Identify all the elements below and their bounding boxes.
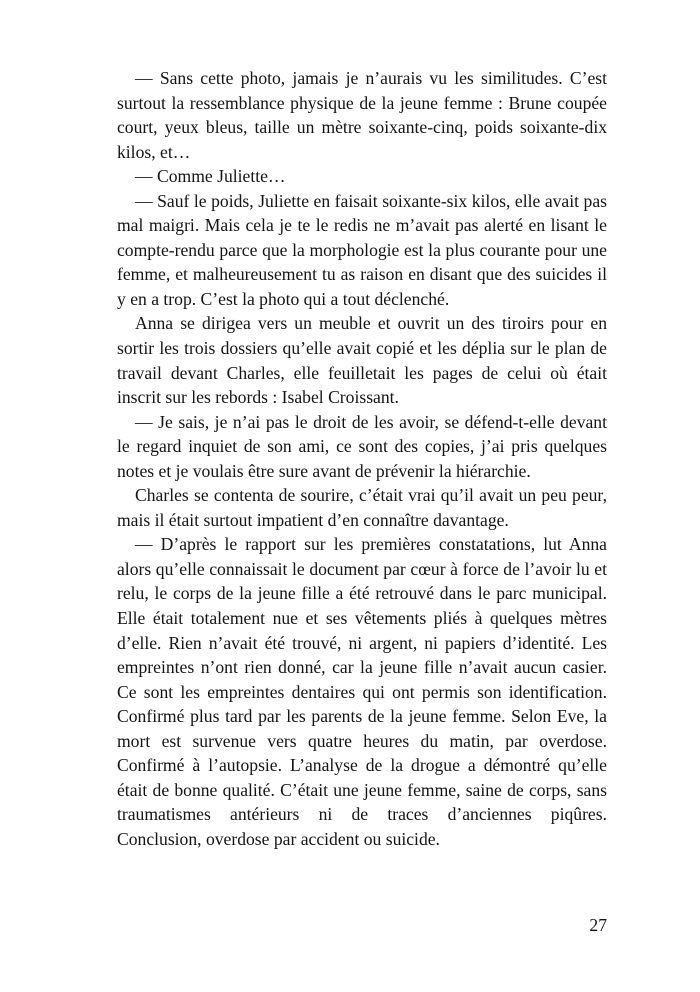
paragraph-7: — D’après le rapport sur les premières constatations, lut Anna alors qu’elle connaissait le document par cœur à force de l’avoir lu et relu, le corps de la jeune fille a été retrouvé dans le parc municipal. Elle était totalement nue et ses vêtements pliés à quelques mètres d’elle. Rien n’avait été trouvé, ni argent, ni papiers d’identité. Les empreintes n’ont rien donné, car la jeune fille n’avait aucun casier. Ce sont les empreintes dentaires qui ont permis son identification. Confirmé plus tard par les parents de la jeune femme. Selon Eve, la mort est survenue vers quatre heures du matin, par overdose. Confirmé à l’autopsie. L’analyse de la drogue a démontré qu’elle était de bonne qualité. C’était une jeune femme, saine de corps, sans traumatismes antérieurs ni de traces d’anciennes piqûres. Conclusion, overdose par accident ou suicide. <box>117 534 607 849</box>
paragraph-5: — Je sais, je n’ai pas le droit de les avoir, se défend-t-elle devant le regard inquiet de son ami, ce sont des copies, j’ai pris quelques notes et je voulais être sure avant de prévenir la hiérarchie. <box>117 411 607 481</box>
page-number: 27 <box>589 915 607 935</box>
paragraph-6: Charles se contenta de sourire, c’était vrai qu’il avait un peu peur, mais il était surtout impatient d’en connaître davantage. <box>117 485 607 530</box>
paragraph-3: — Sauf le poids, Juliette en faisait soixante-six kilos, elle avait pas mal maigri. Mais cela je te le redis ne m’avait pas alerté en lisant le compte-rendu parce que la morphologie est la plus courante pour une femme, et malheureusement tu as raison en disant que des suicides il y en a trop. C’est la photo qui a tout déclenché. <box>117 190 607 309</box>
paragraph-2: — Comme Juliette… <box>135 166 286 187</box>
paragraph-1: — Sans cette photo, jamais je n’aurais vu les similitudes. C’est surtout la ressemblance physique de la jeune femme : Brune coupée court, yeux bleus, taille un mètre soixante-cinq, poids soixante-dix kilos, et… <box>117 68 607 162</box>
paragraph-4: Anna se dirigea vers un meuble et ouvrit un des tiroirs pour en sortir les trois dossiers qu’elle avait copié et les déplia sur le plan de travail devant Charles, elle feuilletait les pages de celui où était inscrit sur les rebords : Isabel Croissant. <box>117 313 607 408</box>
body-text <box>117 66 607 852</box>
